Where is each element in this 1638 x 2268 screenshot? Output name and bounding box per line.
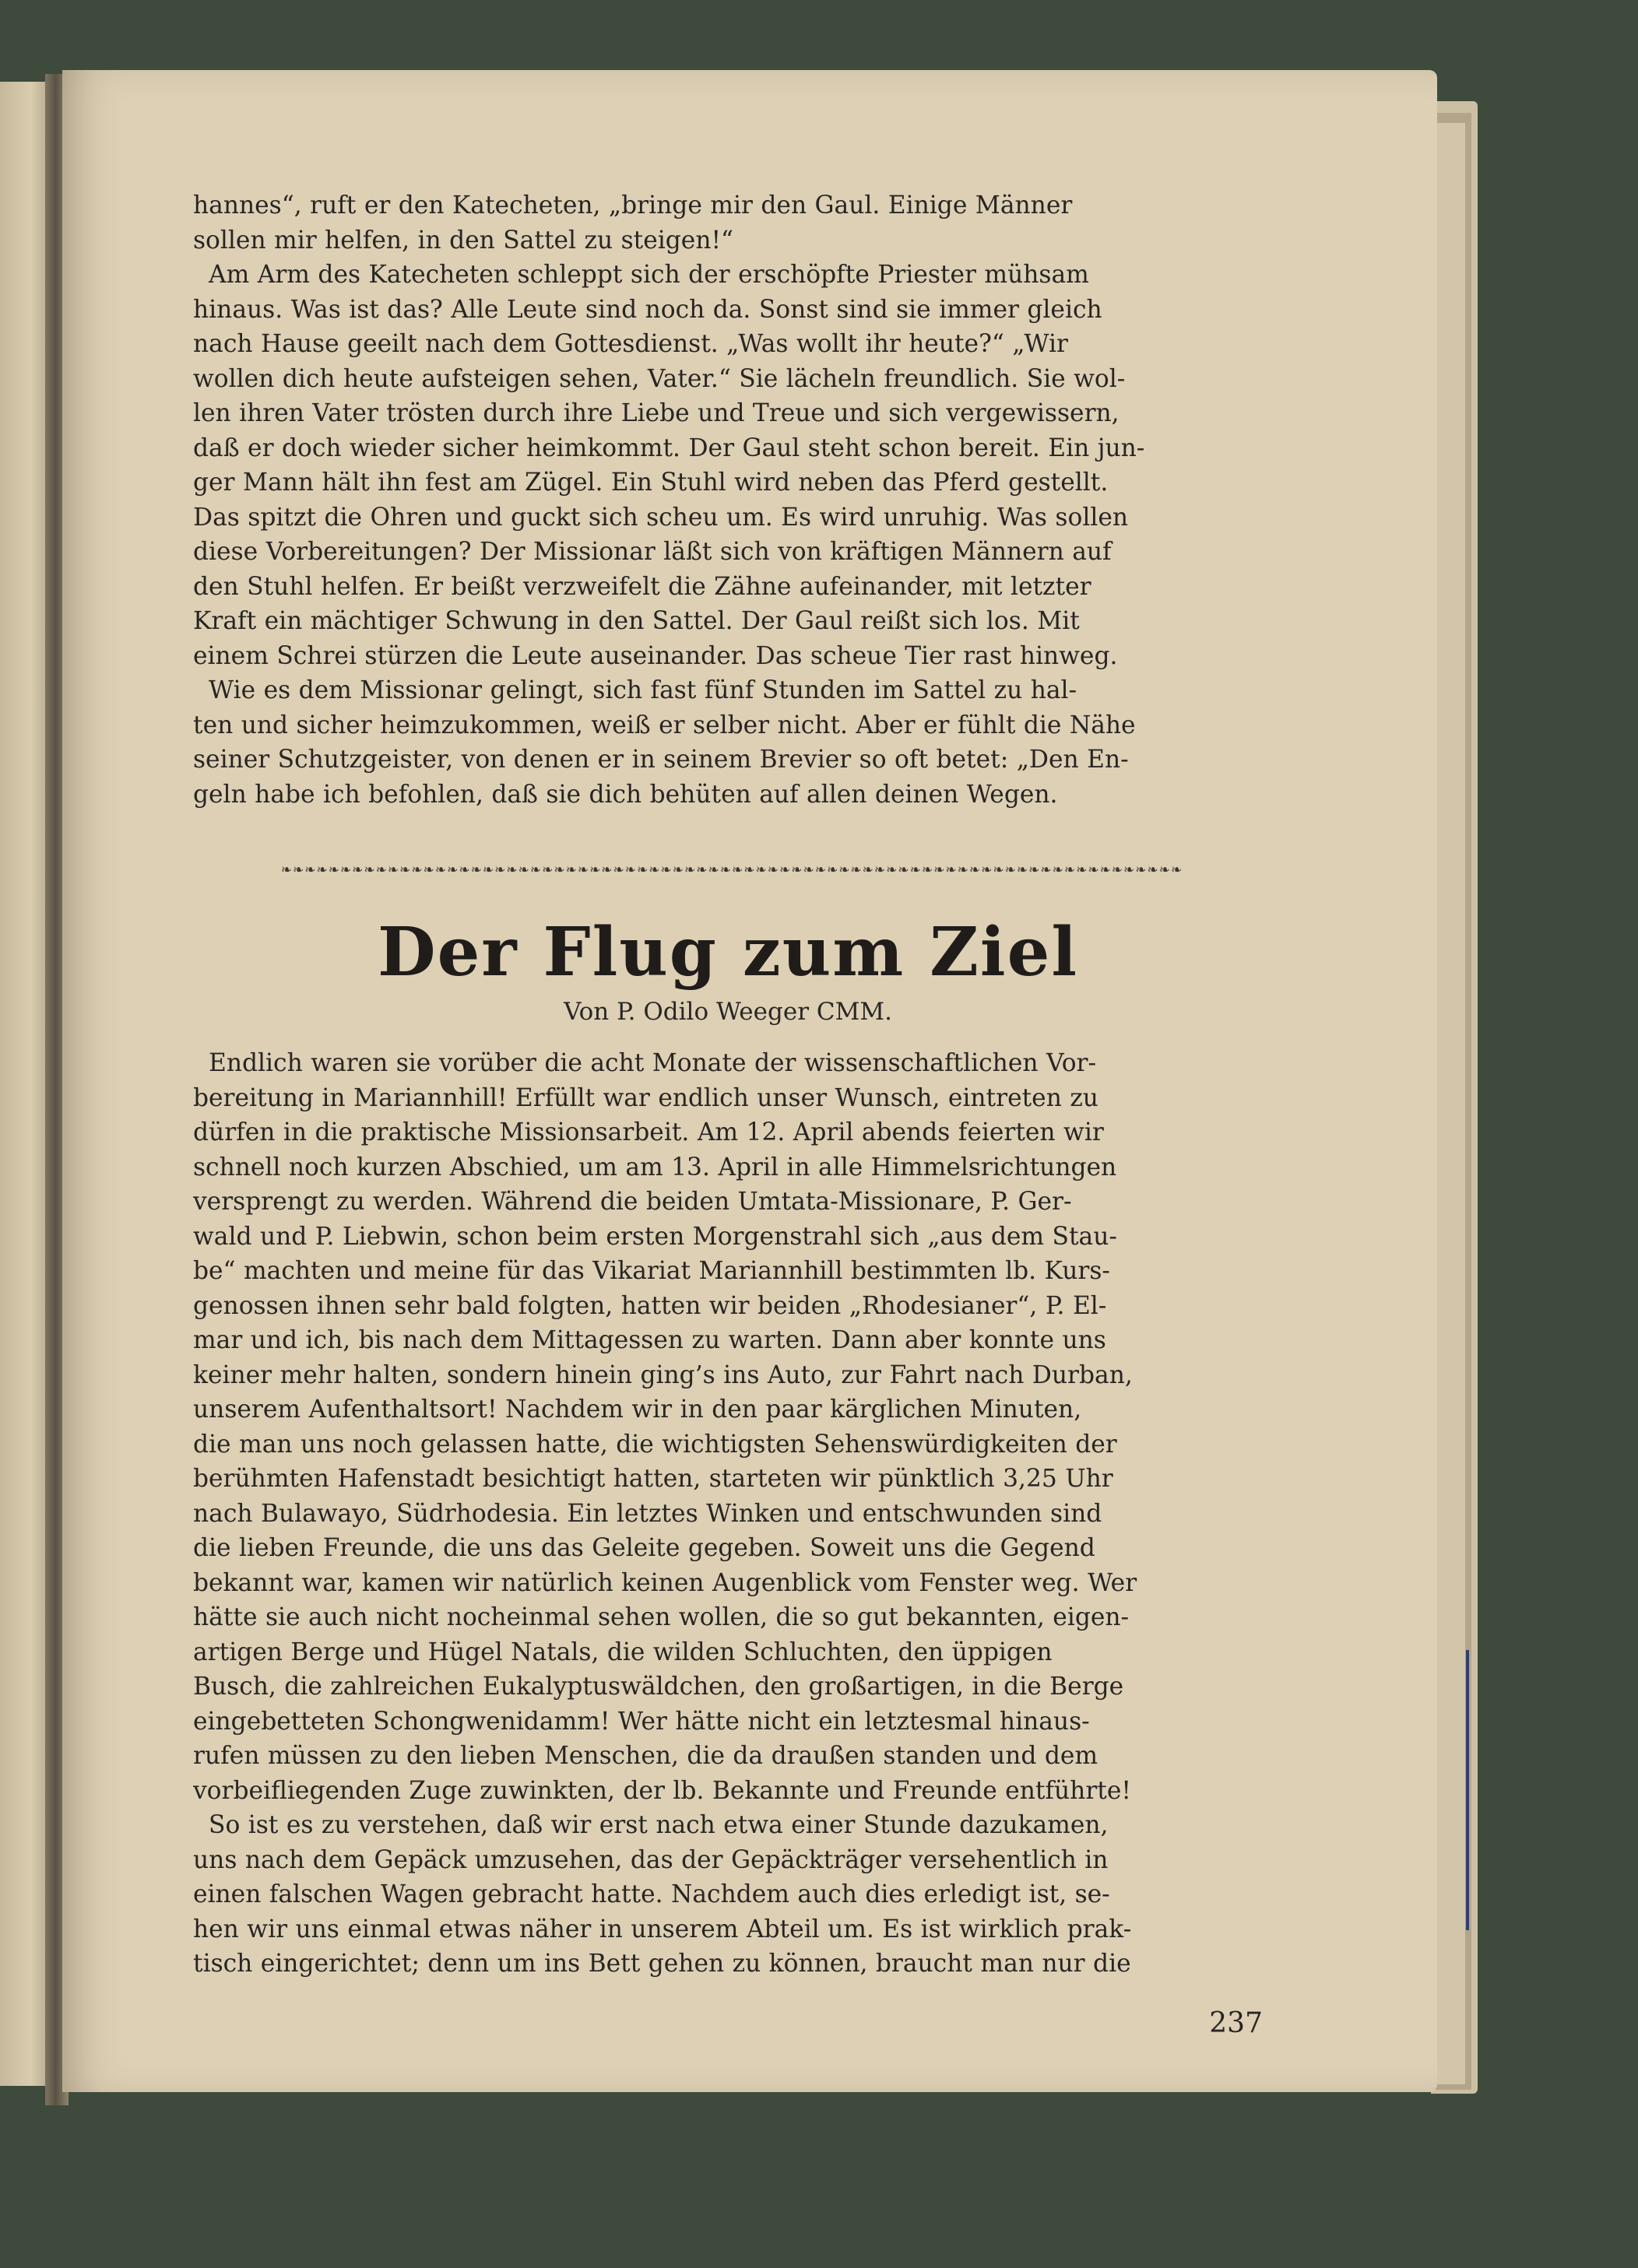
text-line: bekannt war, kamen wir natürlich keinen Augenblick vom Fenster weg. Wer (193, 1568, 1137, 1597)
text-line: diese Vorbereitungen? Der Missionar läßt sich von kräftigen Männern auf (193, 538, 1112, 566)
text-line: tisch eingerichtet; denn um ins Bett gehen zu können, braucht man nur die (193, 1950, 1131, 1978)
article-body (193, 1046, 1263, 1982)
text-line: vorbeifliegenden Zuge zuwinkten, der lb. Bekannte und Freunde entführte! (193, 1776, 1131, 1805)
text-line: keiner mehr halten, sondern hinein ging’s ins Auto, zur Fahrt nach Durban, (193, 1360, 1133, 1389)
text-line: Endlich waren sie vorüber die acht Monate der wissenschaftlichen Vor- (209, 1049, 1097, 1077)
text-line: seiner Schutzgeister, von denen er in seinem Brevier so oft betet: „Den En- (193, 746, 1129, 774)
story-ending-text (193, 188, 1263, 812)
text-line: mar und ich, bis nach dem Mittagessen zu warten. Dann aber konnte uns (193, 1326, 1106, 1354)
text-line: wollen dich heute aufsteigen sehen, Vater.“ Sie lächeln freundlich. Sie wol- (193, 364, 1126, 393)
text-line: ten und sicher heimzukommen, weiß er selber nicht. Aber er fühlt die Nähe (193, 711, 1136, 739)
article-byline: Von P. Odilo Weeger CMM. (564, 998, 892, 1026)
text-line: die man uns noch gelassen hatte, die wichtigsten Sehenswürdigkeiten der (193, 1430, 1117, 1459)
text-line: uns nach dem Gepäck umzusehen, das der Gepäckträger versehentlich in (193, 1845, 1109, 1874)
text-line: berühmten Hafenstadt besichtigt hatten, starteten wir pünktlich 3,25 Uhr (193, 1465, 1113, 1493)
text-line: artigen Berge und Hügel Natals, die wilden Schluchten, den üppigen (193, 1638, 1053, 1666)
text-line: geln habe ich befohlen, daß sie dich behüten auf allen deinen Wegen. (193, 780, 1058, 809)
text-line: hannes“, ruft er den Katecheten, „bringe mir den Gaul. Einige Männer (193, 191, 1073, 219)
text-line: Busch, die zahlreichen Eukalyptuswäldchen, den großartigen, in die Berge (193, 1673, 1124, 1701)
text-line: be“ machten und meine für das Vikariat Mariannhill bestimmten lb. Kurs- (193, 1257, 1110, 1285)
text-line: den Stuhl helfen. Er beißt verzweifelt die Zähne aufeinander, mit letzter (193, 572, 1091, 601)
text-line: einen falschen Wagen gebracht hatte. Nachdem auch dies erledigt ist, se- (193, 1880, 1110, 1908)
text-line: wald und P. Liebwin, schon beim ersten Morgenstrahl sich „aus dem Stau- (193, 1222, 1117, 1251)
text-line: Wie es dem Missionar gelingt, sich fast fünf Stunden im Sattel zu hal- (209, 676, 1077, 704)
text-line: daß er doch wieder sicher heimkommt. Der Gaul steht schon bereit. Ein jun- (193, 434, 1145, 462)
page-number: 237 (1209, 2007, 1263, 2039)
text-line: Das spitzt die Ohren und guckt sich scheu um. Es wird unruhig. Was sollen (193, 503, 1129, 532)
text-line: Kraft ein mächtiger Schwung in den Sattel. Der Gaul reißt sich los. Mit (193, 607, 1080, 635)
text-line: ger Mann hält ihn fest am Zügel. Ein Stuhl wird neben das Pferd gestellt. (193, 469, 1109, 497)
text-line: rufen müssen zu den lieben Menschen, die da draußen standen und dem (193, 1742, 1098, 1770)
text-line: schnell noch kurzen Abschied, um am 13. April in alle Himmelsrichtungen (193, 1153, 1117, 1181)
text-line: len ihren Vater trösten durch ihre Liebe und Treue und sich vergewissern, (193, 399, 1120, 427)
text-line: dürfen in die praktische Missionsarbeit. Am 12. April abends feierten wir (193, 1118, 1104, 1146)
ornamental-divider: ❧❧❧❧❧❧❧❧❧❧❧❧❧❧❧❧❧❧❧❧❧❧❧❧❧❧❧❧❧❧❧❧❧❧❧❧❧❧❧❧❧❧❧❧❧❧❧❧❧❧❧❧❧❧❧❧❧❧❧❧❧❧❧❧❧❧❧❧❧❧❧❧❧❧❧❧ (280, 862, 1183, 878)
text-line: eingebetteten Schongwenidamm! Wer hätte nicht ein letztesmal hinaus- (193, 1707, 1090, 1736)
text-line: die lieben Freunde, die uns das Geleite gegeben. Soweit uns die Gegend (193, 1534, 1095, 1562)
bookmark-stripe (1466, 1650, 1469, 1930)
text-line: einem Schrei stürzen die Leute auseinander. Das scheue Tier rast hinweg. (193, 641, 1118, 670)
text-line: versprengt zu werden. Während die beiden Umtata-Missionare, P. Ger- (193, 1188, 1072, 1216)
text-line: unserem Aufenthaltsort! Nachdem wir in den paar kärglichen Minuten, (193, 1396, 1082, 1424)
text-line: sollen mir helfen, in den Sattel zu steigen!“ (193, 226, 734, 255)
article-title: Der Flug zum Ziel (377, 913, 1078, 992)
text-line: hätte sie auch nicht nocheinmal sehen wollen, die so gut bekannten, eigen- (193, 1603, 1130, 1631)
text-line: hinaus. Was ist das? Alle Leute sind noch da. Sonst sind sie immer gleich (193, 295, 1102, 324)
text-line: nach Bulawayo, Südrhodesia. Ein letztes Winken und entschwunden sind (193, 1499, 1102, 1528)
text-line: nach Hause geeilt nach dem Gottesdienst. „Was wollt ihr heute?“ „Wir (193, 330, 1068, 358)
text-line: bereitung in Mariannhill! Erfüllt war endlich unser Wunsch, eintreten zu (193, 1083, 1098, 1112)
text-line: hen wir uns einmal etwas näher in unserem Abteil um. Es ist wirklich prak- (193, 1915, 1132, 1943)
text-line: So ist es zu verstehen, daß wir erst nach etwa einer Stunde dazukamen, (209, 1811, 1109, 1839)
text-line: genossen ihnen sehr bald folgten, hatten wir beiden „Rhodesianer“, P. El- (193, 1291, 1107, 1320)
text-line: Am Arm des Katecheten schleppt sich der erschöpfte Priester mühsam (209, 261, 1089, 289)
